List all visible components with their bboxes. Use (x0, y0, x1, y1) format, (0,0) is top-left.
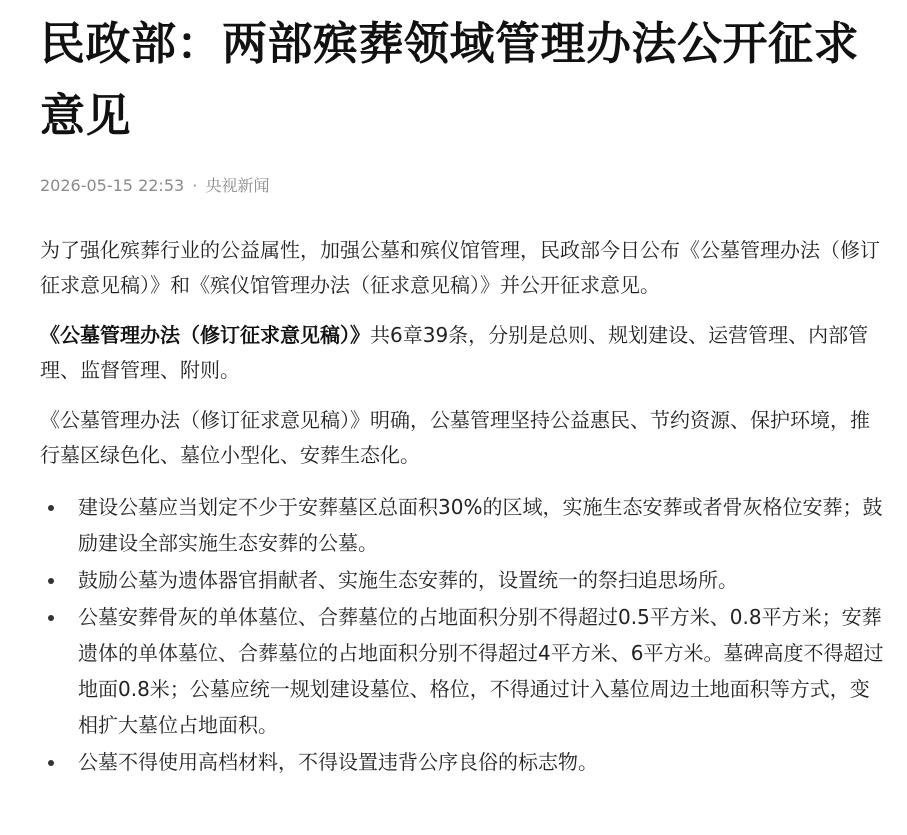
list-item-text: 公墓安葬骨灰的单体墓位、合葬墓位的占地面积分别不得超过0.5平方米、0.8平方米；安葬遗体的单体墓位、合葬墓位的占地面积分别不得超过4平方米、6平方米。墓碑高度不得超过地面0.8米；公墓应统一规划建设墓位、格位，不得通过计入墓位周边土地面积等方式，变相扩大墓位占地面积。 (78, 605, 884, 737)
article-title: 民政部：两部殡葬领域管理办法公开征求意见 (40, 17, 860, 142)
list-item (40, 489, 888, 561)
bullet-dot-icon (48, 505, 54, 511)
paragraph-principles: 《公墓管理办法（修订征求意见稿）》明确，公墓管理坚持公益惠民、节约资源、保护环境，推行墓区绿色化、墓位小型化、安葬生态化。 (40, 408, 870, 467)
list-item-text: 公墓不得使用高档材料，不得设置违背公序良俗的标志物。 (78, 750, 598, 774)
article-meta (40, 174, 907, 198)
bullet-dot-icon (48, 760, 54, 766)
list-item (40, 599, 888, 743)
article-source: 央视新闻 (205, 176, 270, 195)
publish-datetime: 2026-05-15 22:53 (40, 176, 185, 195)
list-item-text: 鼓励公墓为遗体器官捐献者、实施生态安葬的，设置统一的祭扫追思场所。 (78, 568, 738, 592)
list-item-text: 建设公墓应当划定不少于安葬墓区总面积30%的区域，实施生态安葬或者骨灰格位安葬；鼓励建设全部实施生态安葬的公墓。 (78, 495, 883, 555)
paragraph-intro: 为了强化殡葬行业的公益属性，加强公墓和殡仪馆管理，民政部今日公布《公墓管理办法（修订征求意见稿）》和《殡仪馆管理办法（征求意见稿）》并公开征求意见。 (40, 238, 880, 297)
document-name-bold: 《公墓管理办法（修订征求意见稿）》 (40, 323, 370, 347)
bullet-dot-icon (48, 578, 54, 584)
list-item (40, 744, 888, 780)
list-item (40, 562, 888, 598)
paragraph-structure (40, 318, 888, 388)
bullet-dot-icon (48, 615, 54, 621)
paragraph-structure-text: 共6章39条，分别是总则、规划建设、运营管理、内部管理、监督管理、附则。 (40, 323, 869, 382)
bullet-list (40, 489, 888, 780)
meta-separator: · (192, 176, 198, 195)
